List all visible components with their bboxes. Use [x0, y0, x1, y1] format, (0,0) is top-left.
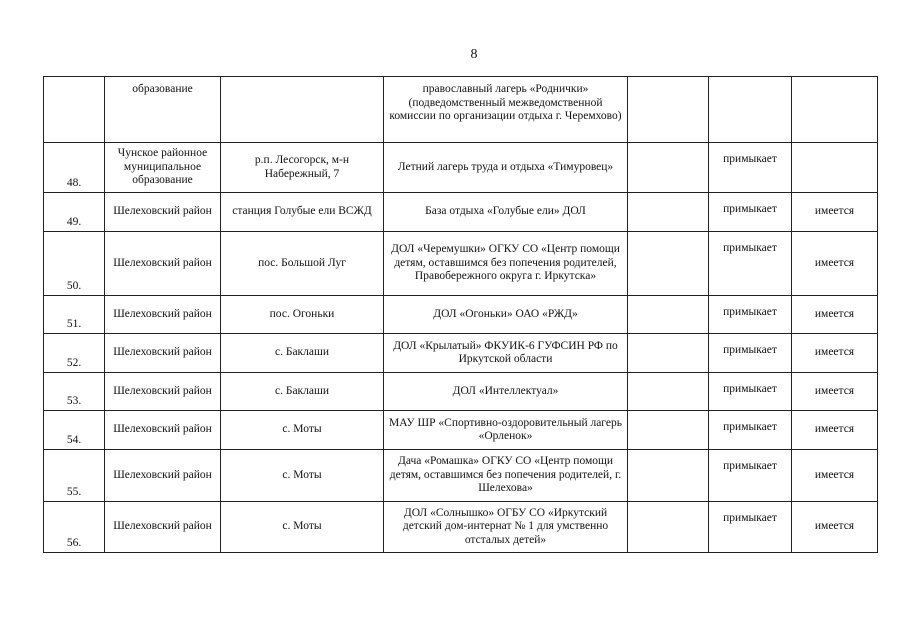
row-number: 52.: [44, 334, 105, 373]
district-cell: Шелеховский район: [105, 373, 221, 411]
district-cell: Шелеховский район: [105, 502, 221, 553]
camp-name-cell: ДОЛ «Солнышко» ОГБУ СО «Иркутский детский дом-интернат № 1 для умственно отсталых детей»: [384, 502, 628, 553]
table-row: [44, 450, 878, 502]
empty-cell: [628, 373, 709, 411]
empty-cell: [628, 411, 709, 450]
table-row: [44, 296, 878, 334]
adjacency-cell: примыкает: [709, 373, 792, 411]
adjacency-cell: примыкает: [709, 296, 792, 334]
district-cell: Чунское районное муниципальное образование: [105, 143, 221, 193]
row-number: 56.: [44, 502, 105, 553]
district-cell: Шелеховский район: [105, 296, 221, 334]
table-row: [44, 77, 878, 143]
availability-cell: имеется: [792, 450, 878, 502]
camp-name-cell: ДОЛ «Огоньки» ОАО «РЖД»: [384, 296, 628, 334]
location-cell: с. Баклаши: [221, 373, 384, 411]
table-row: [44, 411, 878, 450]
page-number: 8: [470, 47, 478, 62]
availability-cell: имеется: [792, 411, 878, 450]
camp-name-cell: Летний лагерь труда и отдыха «Тимуровец»: [384, 143, 628, 193]
location-cell: пос. Большой Луг: [221, 232, 384, 296]
table-row: [44, 143, 878, 193]
empty-cell: [628, 143, 709, 193]
empty-cell: [628, 450, 709, 502]
table-row: [44, 502, 878, 553]
availability-cell: [792, 143, 878, 193]
row-number: [44, 77, 105, 143]
table-row: [44, 373, 878, 411]
location-cell: станция Голубые ели ВСЖД: [221, 193, 384, 232]
empty-cell: [628, 502, 709, 553]
empty-cell: [628, 296, 709, 334]
camp-name-cell: Дача «Ромашка» ОГКУ СО «Центр помощи детям, оставшимся без попечения родителей, г. Шелехова»: [384, 450, 628, 502]
location-cell: с. Моты: [221, 450, 384, 502]
empty-cell: [628, 77, 709, 143]
camps-table: [43, 76, 878, 553]
district-cell: Шелеховский район: [105, 450, 221, 502]
location-cell: с. Моты: [221, 502, 384, 553]
table-row: [44, 193, 878, 232]
adjacency-cell: примыкает: [709, 143, 792, 193]
row-number: 55.: [44, 450, 105, 502]
availability-cell: имеется: [792, 334, 878, 373]
district-cell: Шелеховский район: [105, 193, 221, 232]
location-cell: [221, 77, 384, 143]
row-number: 49.: [44, 193, 105, 232]
availability-cell: имеется: [792, 296, 878, 334]
district-cell: образование: [105, 77, 221, 143]
row-number: 48.: [44, 143, 105, 193]
district-cell: Шелеховский район: [105, 411, 221, 450]
district-cell: Шелеховский район: [105, 232, 221, 296]
adjacency-cell: примыкает: [709, 411, 792, 450]
row-number: 50.: [44, 232, 105, 296]
location-cell: с. Баклаши: [221, 334, 384, 373]
availability-cell: имеется: [792, 373, 878, 411]
location-cell: пос. Огоньки: [221, 296, 384, 334]
empty-cell: [628, 334, 709, 373]
location-cell: р.п. Лесогорск, м-н Набережный, 7: [221, 143, 384, 193]
adjacency-cell: примыкает: [709, 232, 792, 296]
row-number: 54.: [44, 411, 105, 450]
camp-name-cell: МАУ ШР «Спортивно-оздоровительный лагерь «Орленок»: [384, 411, 628, 450]
camp-name-cell: ДОЛ «Интеллектуал»: [384, 373, 628, 411]
row-number: 51.: [44, 296, 105, 334]
camp-name-cell: База отдыха «Голубые ели» ДОЛ: [384, 193, 628, 232]
empty-cell: [628, 193, 709, 232]
adjacency-cell: примыкает: [709, 502, 792, 553]
camp-name-cell: ДОЛ «Крылатый» ФКУИК-6 ГУФСИН РФ по Иркутской области: [384, 334, 628, 373]
location-cell: с. Моты: [221, 411, 384, 450]
district-cell: Шелеховский район: [105, 334, 221, 373]
availability-cell: имеется: [792, 193, 878, 232]
adjacency-cell: примыкает: [709, 193, 792, 232]
row-number: 53.: [44, 373, 105, 411]
adjacency-cell: [709, 77, 792, 143]
adjacency-cell: примыкает: [709, 450, 792, 502]
empty-cell: [628, 232, 709, 296]
camp-name-cell: ДОЛ «Черемушки» ОГКУ СО «Центр помощи детям, оставшимся без попечения родителей, Правобережного округа г. Иркутска»: [384, 232, 628, 296]
adjacency-cell: примыкает: [709, 334, 792, 373]
table-row: [44, 232, 878, 296]
availability-cell: имеется: [792, 502, 878, 553]
camp-name-cell: православный лагерь «Роднички» (подведомственный межведомственной комиссии по организации отдыха г. Черемхово): [384, 77, 628, 143]
table-row: [44, 334, 878, 373]
availability-cell: [792, 77, 878, 143]
availability-cell: имеется: [792, 232, 878, 296]
